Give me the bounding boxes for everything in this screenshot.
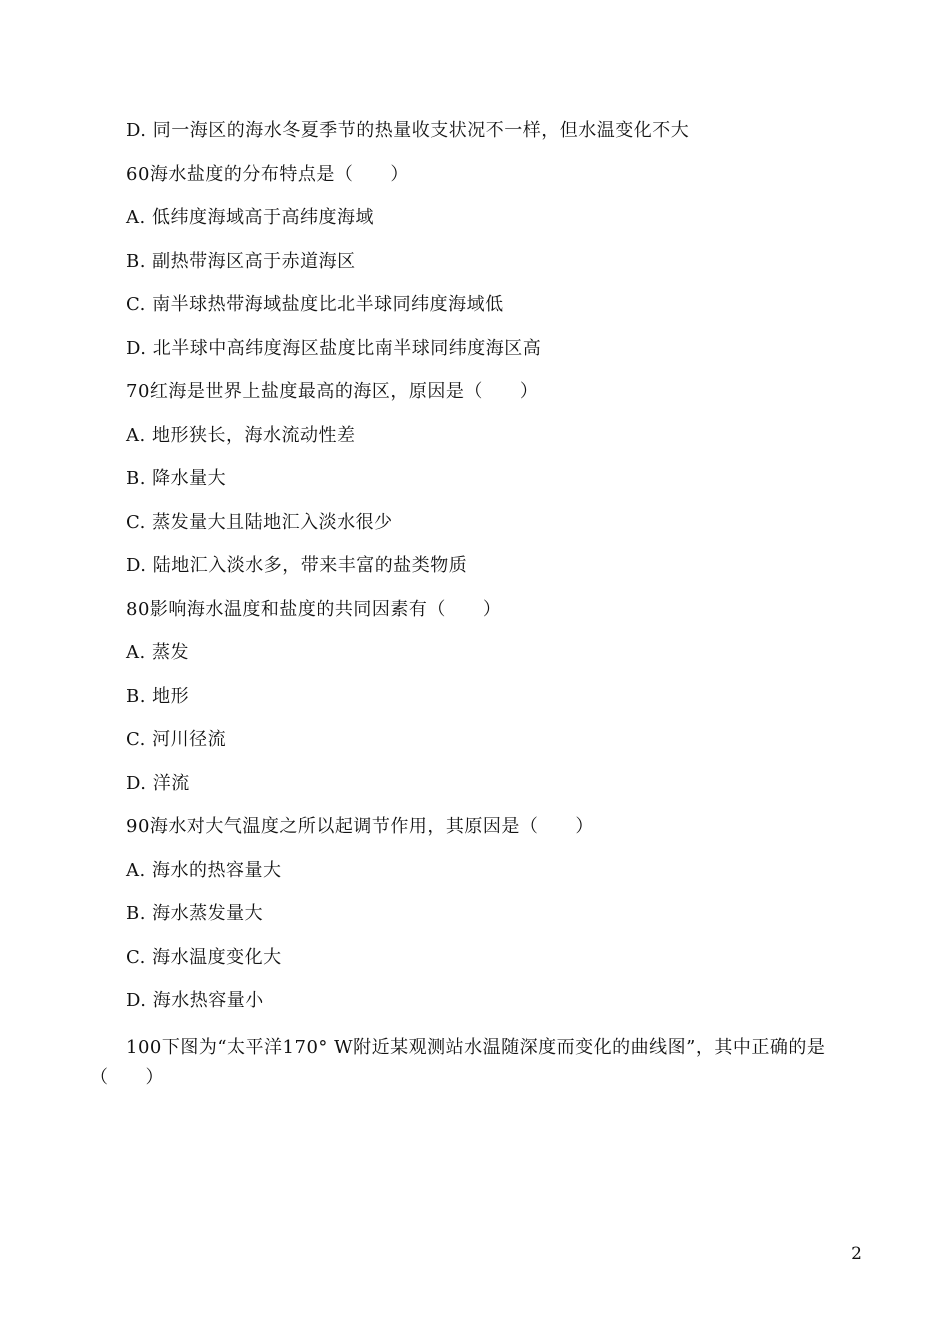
- option-c-q8: C. 河川径流: [126, 729, 227, 750]
- option-c-q7: C. 蒸发量大且陆地汇入淡水很少: [126, 512, 393, 533]
- option-d-q8: D. 洋流: [126, 773, 190, 794]
- option-d-q7: D. 陆地汇入淡水多，带来丰富的盐类物质: [126, 555, 468, 576]
- option-a-q7: A. 地形狭长，海水流动性差: [126, 425, 356, 446]
- option-d-q9: D. 海水热容量小: [126, 990, 264, 1011]
- option-a-q6: A. 低纬度海域高于高纬度海域: [126, 207, 374, 228]
- question-6: 60海水盐度的分布特点是（ ）: [126, 164, 409, 185]
- option-d-q5: D. 同一海区的海水冬夏季节的热量收支状况不一样，但水温变化不大: [126, 120, 690, 141]
- option-a-q9: A. 海水的热容量大: [126, 860, 282, 881]
- question-10: 100下图为“太平洋170° W附近某观测站水温随深度而变化的曲线图”，其中正确的是（ ）: [90, 1037, 826, 1088]
- page-number: 2: [851, 1244, 862, 1264]
- option-d-q6: D. 北半球中高纬度海区盐度比南半球同纬度海区高: [126, 338, 542, 359]
- option-b-q9: B. 海水蒸发量大: [126, 903, 264, 924]
- option-a-q8: A. 蒸发: [126, 642, 189, 663]
- question-8: 80影响海水温度和盐度的共同因素有（ ）: [126, 599, 502, 620]
- option-b-q6: B. 副热带海区高于赤道海区: [126, 251, 356, 272]
- option-c-q6: C. 南半球热带海域盐度比北半球同纬度海域低: [126, 294, 504, 315]
- question-9: 90海水对大气温度之所以起调节作用，其原因是（ ）: [126, 816, 594, 837]
- option-b-q7: B. 降水量大: [126, 468, 227, 489]
- question-7: 70红海是世界上盐度最高的海区，原因是（ ）: [126, 381, 539, 402]
- option-c-q9: C. 海水温度变化大: [126, 947, 282, 968]
- option-b-q8: B. 地形: [126, 686, 190, 707]
